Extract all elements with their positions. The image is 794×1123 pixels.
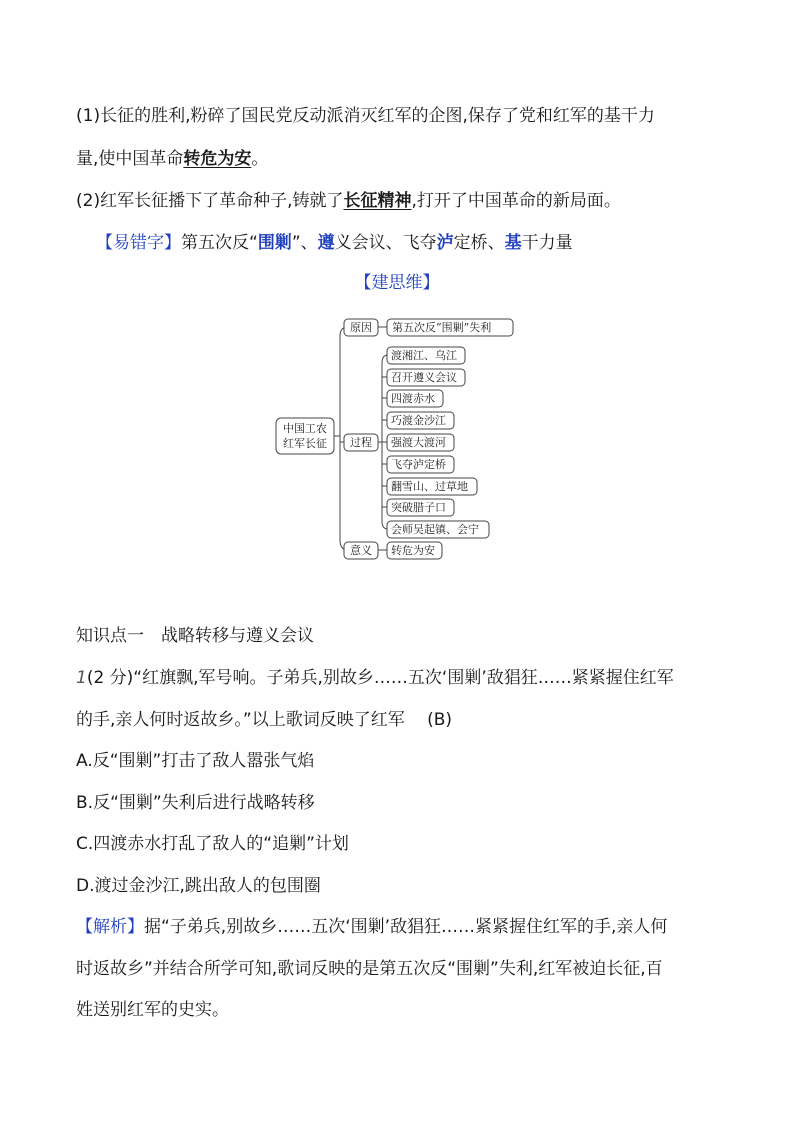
point-1-text: 量,使中国革命	[76, 149, 184, 169]
point-1-end: 。	[251, 149, 269, 169]
option-b: B.反“围剿”失利后进行战略转移	[76, 793, 315, 813]
typo-char-weijiao: 围剿	[257, 233, 292, 253]
option-d: D.渡过金沙江,跳出敌人的包围圈	[76, 876, 321, 896]
keyword-changzheng-jingshen: 长征精神	[343, 191, 412, 211]
point-1-line-1: (1)长征的胜利,粉碎了国民党反动派消灭红军的企图,保存了党和红军的基干力	[76, 106, 655, 126]
keyword-zhuanweiweian: 转危为安	[183, 149, 252, 169]
process-item-label-6: 飞夺泸定桥	[391, 458, 446, 471]
root-label-2: 红军长征	[283, 437, 327, 450]
analysis-line-2: 时返故乡”并结合所学可知,歌词反映的是第五次反“围剿”失利,红军被迫长征,百	[76, 959, 663, 979]
typo-char-lu: 泸	[436, 233, 454, 253]
process-item-label-1: 渡湘江、乌江	[391, 349, 457, 362]
process-item-label-5: 强渡大渡河	[391, 436, 446, 449]
branch-label-significance: 意义	[350, 544, 372, 557]
root-label-1: 中国工农	[283, 422, 327, 435]
typo-char-ji: 基	[504, 233, 522, 253]
cause-item-label: 第五次反“围剿”失利	[392, 321, 492, 334]
option-c: C.四渡赤水打乱了敌人的“追剿”计划	[76, 834, 349, 854]
significance-item-label: 转危为安	[391, 544, 435, 557]
process-item-label-9: 会师吴起镇、会宁	[391, 523, 479, 536]
point-2-end: ,打开了中国革命的新局面。	[411, 191, 621, 211]
knowledge-heading: 知识点一 战略转移与遵义会议	[76, 626, 314, 646]
typo-label: 【易错字】	[96, 233, 181, 253]
typo-text-2: ”、	[291, 233, 318, 253]
analysis-label: 【解析】	[76, 917, 144, 937]
process-item-label-4: 巧渡金沙江	[391, 414, 446, 427]
question-text-1: (2 分)“红旗飘,军号响。子弟兵,别故乡……五次‘围剿’敌猖狂……紧紧握住红军	[86, 668, 674, 688]
question-number: 1	[76, 668, 87, 688]
process-item-label-3: 四渡赤水	[391, 392, 435, 405]
point-2-text: (2)红军长征播下了革命种子,铸就了	[76, 191, 344, 211]
option-a: A.反“围剿”打击了敌人嚣张气焰	[76, 751, 315, 771]
typo-text-5: 干力量	[521, 233, 573, 253]
branch-label-cause: 原因	[350, 321, 372, 334]
process-item-label-8: 突破腊子口	[391, 501, 446, 514]
mindmap-title: 【建思维】	[354, 273, 440, 293]
question-line-1	[76, 666, 726, 690]
typo-text-4: 定桥、	[453, 233, 505, 253]
typo-char-zun: 遵	[317, 233, 335, 253]
process-item-label-2: 召开遵义会议	[391, 371, 457, 384]
typo-text-1: 第五次反“	[181, 233, 258, 253]
analysis-line-1	[76, 915, 726, 939]
analysis-line-3: 姓送别红军的史实。	[76, 1000, 229, 1020]
process-item-label-7: 翻雪山、过草地	[391, 480, 468, 493]
branch-label-process: 过程	[350, 436, 372, 449]
typo-text-3: 义会议、飞夺	[334, 233, 437, 253]
analysis-text-1: 据“子弟兵,别故乡……五次‘围剿’敌猖狂……紧紧握住红军的手,亲人何	[144, 917, 668, 937]
question-line-2: 的手,亲人何时返故乡。”以上歌词反映了红军 (B)	[76, 710, 453, 730]
